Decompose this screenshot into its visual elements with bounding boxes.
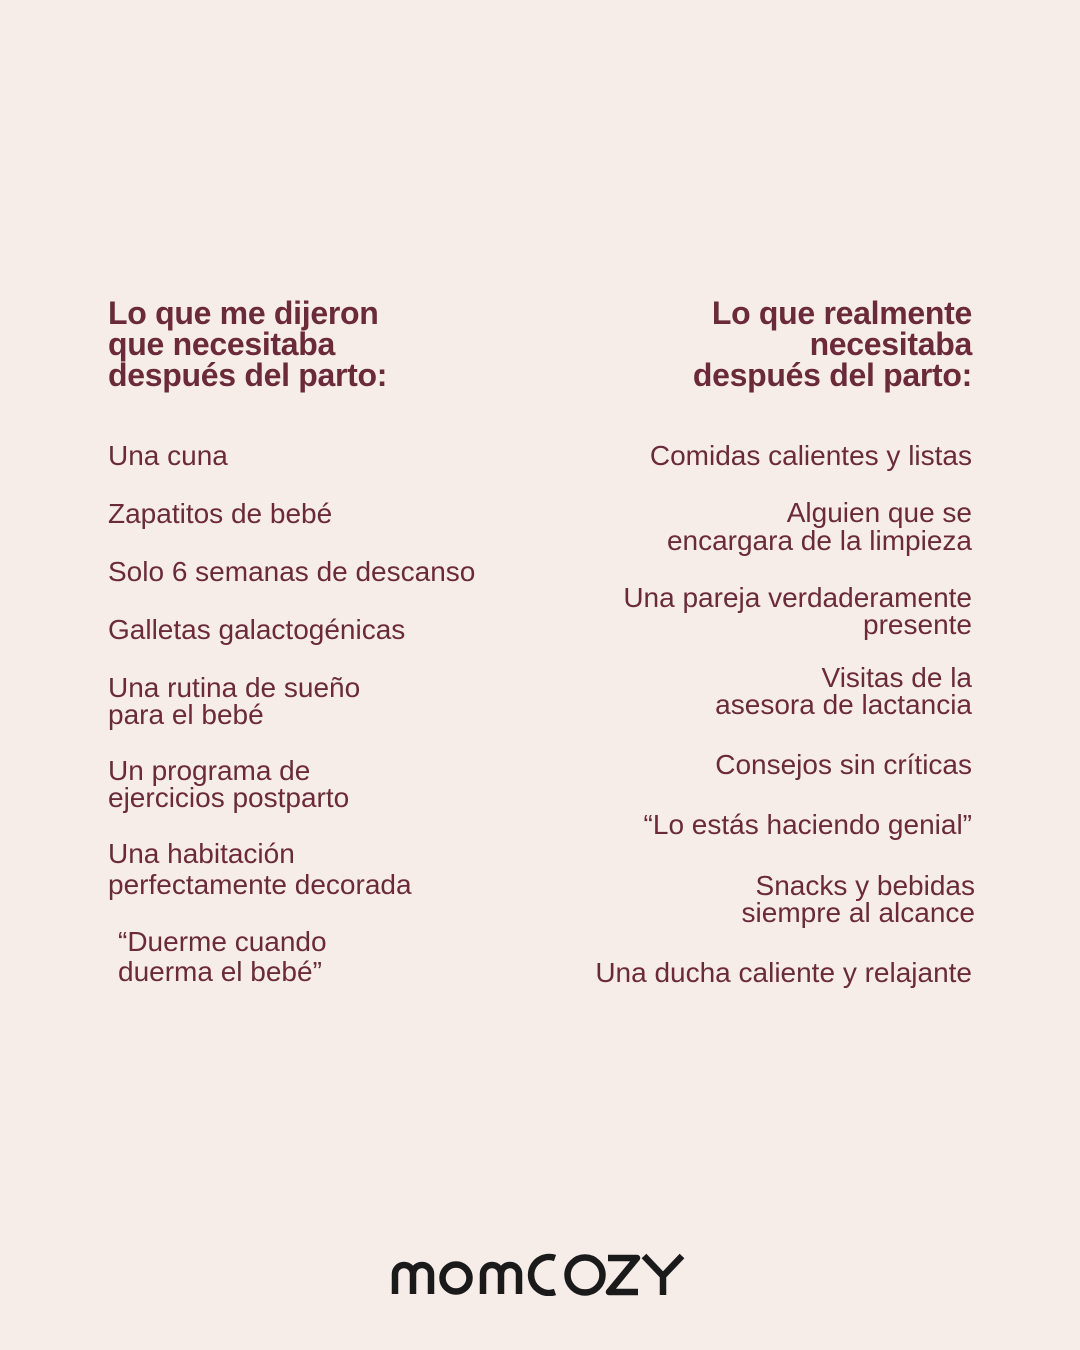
left-item-text: duerma el bebé” [118,956,322,987]
right-heading-line: después del parto: [692,357,972,393]
right-heading [532,295,972,393]
right-column [532,295,975,988]
left-heading-line: después del parto: [108,357,388,393]
right-list-item [532,959,972,986]
left-item-text: Una rutina de sueño [108,672,361,703]
right-list-item [532,751,972,778]
left-list-item [108,558,538,585]
left-item-text: ejercicios postparto [108,782,350,813]
right-item-text: presente [863,609,972,640]
left-item-text: Solo 6 semanas de descanso [108,556,476,587]
right-item-text: Una pareja verdaderamente [623,582,972,613]
right-heading-line: necesitaba [809,326,972,362]
left-item-text: Zapatitos de bebé [108,498,333,529]
right-item-text: Una ducha caliente y relajante [595,957,972,988]
right-item-text: Consejos sin críticas [715,749,972,780]
left-list-item [108,674,538,728]
left-list-item [108,927,538,987]
right-item-text: Snacks y bebidas [755,870,975,901]
brand-logo [0,1252,1080,1301]
left-heading-line: que necesitaba [108,326,336,362]
left-column [108,295,538,987]
left-list-item [108,840,538,898]
right-list-item [532,872,975,926]
left-heading-line: Lo que me dijeron [108,295,379,331]
left-list-item [108,442,538,469]
left-item-text: Una habitación [108,838,295,869]
left-item-text: Un programa de [108,755,311,786]
right-item-text: asesora de lactancia [715,689,972,720]
right-list-item [532,499,972,555]
right-item-text: “Lo estás haciendo genial” [643,809,972,840]
momcozy-logo-icon [391,1252,689,1296]
right-item-text: encargara de la limpieza [666,525,972,556]
left-list [108,442,538,987]
right-list-item [532,442,972,469]
right-item-text: Alguien que se [786,497,972,528]
right-list [532,440,975,988]
right-list-item [532,584,972,638]
left-heading [108,295,538,393]
right-list-item [532,811,972,838]
left-item-text: “Duerme cuando [118,926,327,957]
left-list-item [108,757,538,811]
left-item-text: Una cuna [108,440,228,471]
right-heading-line: Lo que realmente [711,295,972,331]
left-item-text: Galletas galactogénicas [108,614,406,645]
right-item-text: siempre al alcance [741,897,975,928]
left-item-text: perfectamente decorada [108,869,412,900]
right-item-text: Visitas de la [821,662,972,693]
right-item-text: Comidas calientes y listas [649,440,972,471]
right-list-item [532,664,972,718]
left-list-item [108,500,538,527]
left-list-item [108,616,538,643]
left-item-text: para el bebé [108,699,264,730]
